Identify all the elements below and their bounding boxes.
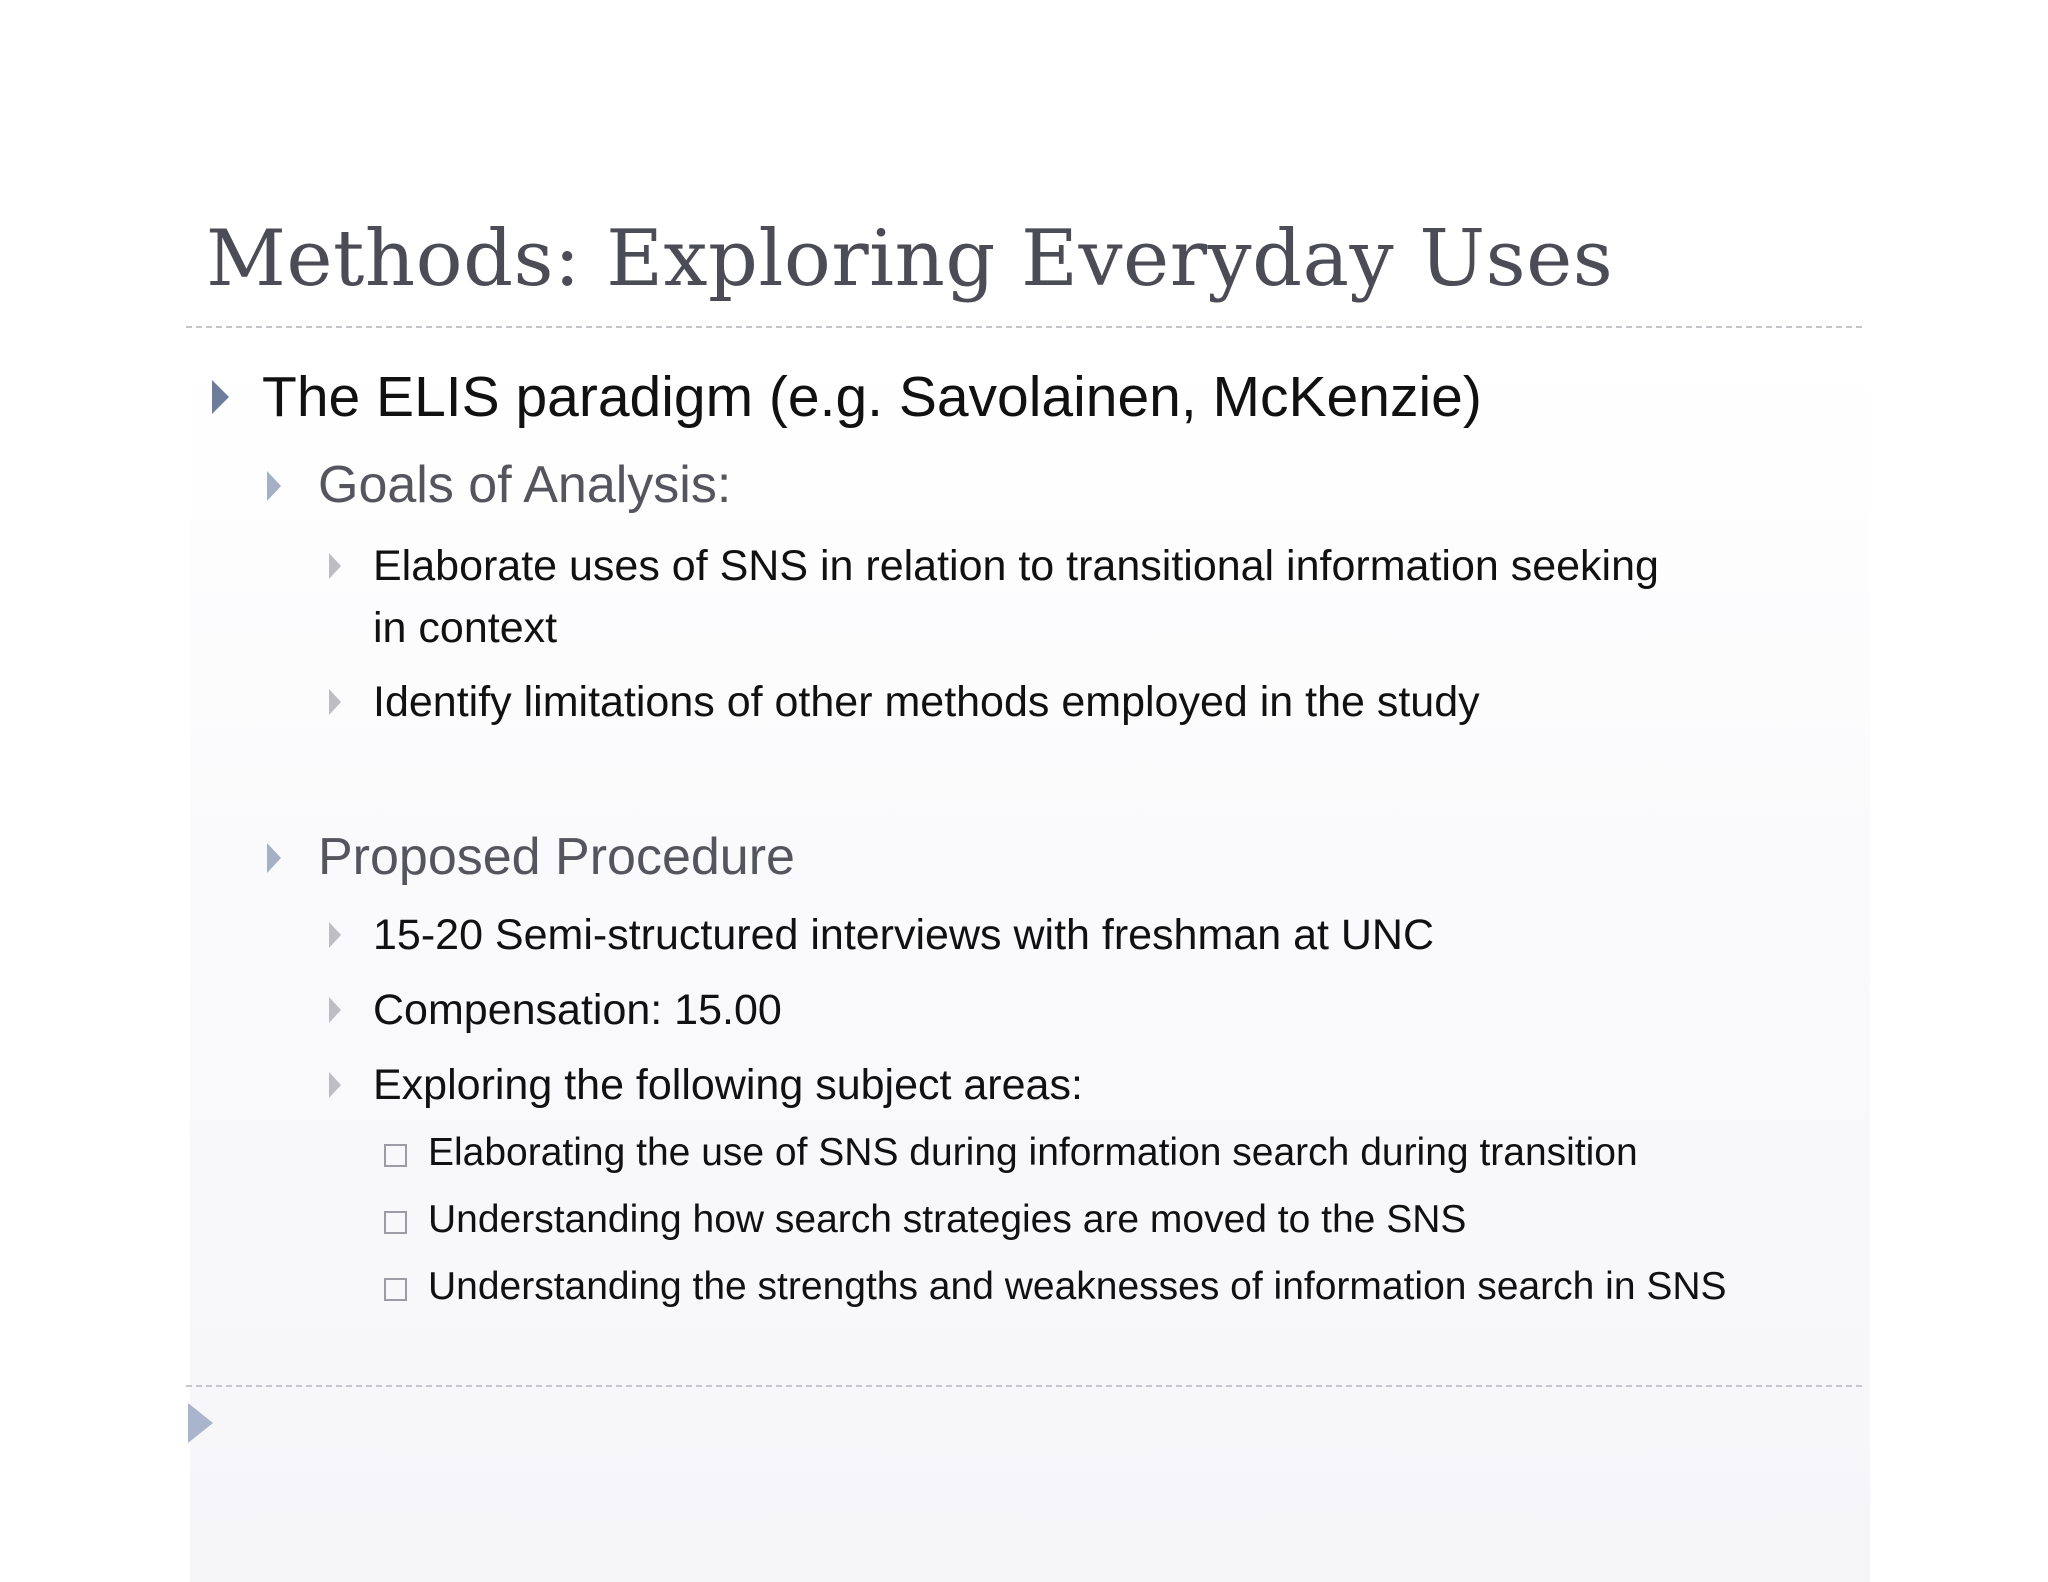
bullet-text: Elaborating the use of SNS during information search during transition [428,1131,1638,1174]
bullet-text: 15-20 Semi-structured interviews with freshman at UNC [373,911,1435,959]
bullet-text-line1: Elaborate uses of SNS in relation to transitional information seeking [373,542,1659,590]
bullet-arrow-icon [267,843,281,873]
square-bullet-icon [384,1211,407,1234]
bullet-arrow-icon [329,922,341,948]
bullet-arrow-icon [212,380,229,414]
bullet-text: Proposed Procedure [318,828,795,886]
bullet-text-line2: in context [373,604,558,652]
bullet-text: The ELIS paradigm (e.g. Savolainen, McKenzie) [262,365,1482,429]
square-bullet-icon [384,1278,407,1301]
footer-arrow-icon [188,1403,213,1443]
bullet-text: Understanding how search strategies are moved to the SNS [428,1198,1467,1241]
square-bullet-icon [384,1144,407,1167]
bullet-text: Understanding the strengths and weaknesses of information search in SNS [428,1265,1727,1308]
bullet-arrow-icon [267,471,281,501]
bullet-arrow-icon [329,553,341,579]
bullet-arrow-icon [329,689,341,715]
bullet-text: Identify limitations of other methods employed in the study [373,678,1480,726]
bullet-text: Exploring the following subject areas: [373,1061,1083,1109]
title-divider [186,326,1862,328]
bullet-text: Compensation: 15.00 [373,986,782,1034]
bullet-arrow-icon [329,1072,341,1098]
bullet-text: Goals of Analysis: [318,456,732,514]
bullet-arrow-icon [329,997,341,1023]
footer-divider [186,1385,1862,1387]
slide-title: Methods: Exploring Everyday Uses [206,214,1614,304]
